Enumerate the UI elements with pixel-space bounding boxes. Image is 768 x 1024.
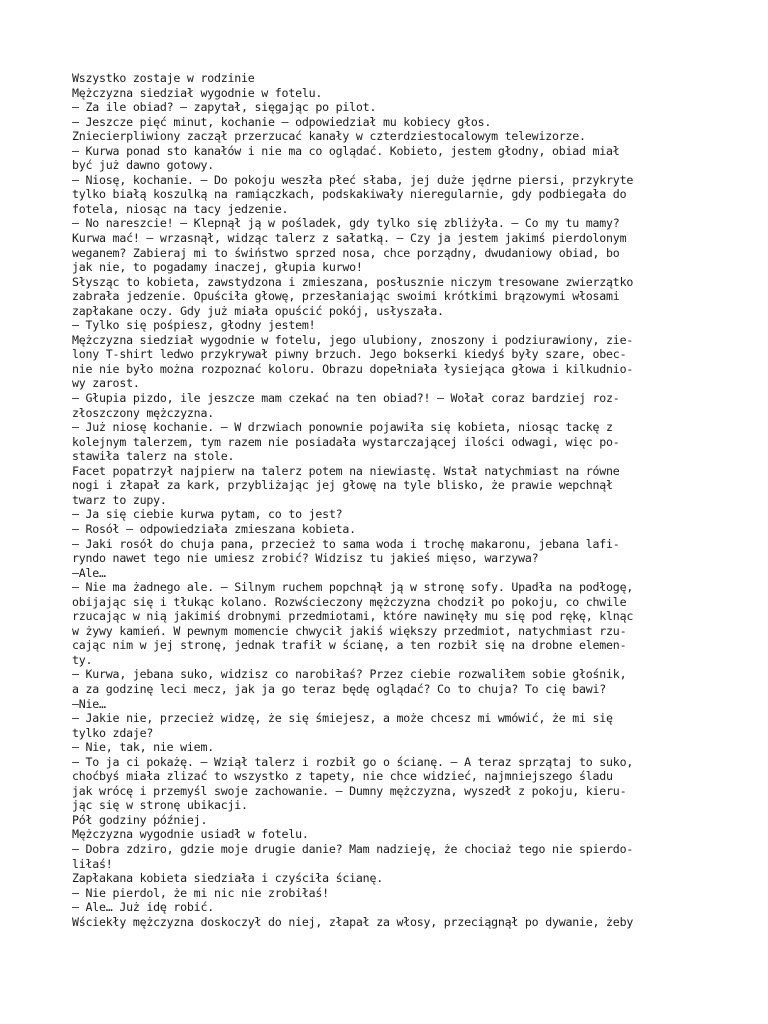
text-line: – Kurwa, jebana suko, widzisz co narobiłaś? Przez ciebie rozwaliłem sobie głośnik, (72, 667, 627, 682)
text-line: wy zarost. (72, 376, 140, 391)
text-line: Mężczyzna siedział wygodnie w fotelu. (72, 85, 323, 100)
text-line: ryndo nawet tego nie umiesz zrobić? Widzisz tu jakieś mięso, warzywa? (72, 551, 539, 566)
text-line: cając nim w jej stronę, jednak trafił w ścianę, a ten rozbił się na drobne elemen- (72, 638, 627, 653)
text-line: – Nie ma żadnego ale. – Silnym ruchem popchnął ją w stronę sofy. Upadła na podłogę, (72, 580, 634, 595)
document-title: Wszystko zostaje w rodzinie (72, 71, 255, 85)
text-line: rzucając w nią jakimiś drobnymi przedmiotami, które nawinęły mu się pod rękę, klnąc (72, 609, 634, 624)
text-line: – Głupia pizdo, ile jeszcze mam czekać na ten obiad?! – Wołał coraz bardziej roz- (72, 391, 620, 406)
text-line: – Nie, tak, nie wiem. (72, 740, 214, 755)
text-line: stawiła talerz na stole. (72, 449, 235, 464)
text-line: twarz to zupy. (72, 492, 167, 507)
text-line: –Ale… (72, 565, 106, 580)
text-line: – Jaki rosół do chuja pana, przecież to sama woda i trochę makaronu, jebana lafi- (72, 536, 620, 551)
text-line: kolejnym talerzem, tym razem nie posiadała wystarczającej ilości odwagi, więc po- (72, 434, 620, 449)
text-line: – Już niosę kochanie. – W drzwiach ponownie pojawiła się kobieta, niosąc tackę z (72, 420, 613, 435)
text-line: – Jakie nie, przecież widzę, że się śmiejesz, a może chcesz mi wmówić, że mi się (72, 711, 613, 726)
text-line: liłaś! (72, 856, 113, 871)
text-line: weganem? Zabieraj mi to świństwo sprzed nosa, chce porządny, dwudaniowy obiad, bo (72, 245, 620, 260)
text-line: – No nareszcie! – Klepnął ją w pośladek, gdy tylko się zbliżyła. – Co my tu mamy? (72, 216, 620, 231)
text-line: –Nie… (72, 696, 106, 711)
text-line: Mężczyzna wygodnie usiadł w fotelu. (72, 827, 309, 842)
text-line: ty. (72, 652, 93, 667)
text-line: obijając się i tłukąc kolano. Rozwścieczony mężczyzna chodził po pokoju, co chwile (72, 594, 627, 609)
text-line: Pół godziny później. (72, 812, 208, 827)
text-line: a za godzinę leci mecz, jak ja go teraz będę oglądać? Co to chuja? To cię bawi? (72, 681, 607, 696)
text-line: nogi i złapał za kark, przybliżając jej głowę na tyle blisko, że prawie wepchnął (72, 478, 613, 493)
text-line: zabrała jedzenie. Opuściła głowę, przesłaniając swoimi krótkimi brązowymi włosami (72, 289, 620, 304)
text-line: – Za ile obiad? – zapytał, sięgając po pilot. (72, 100, 377, 115)
text-line: Zapłakana kobieta siedziała i czyściła ścianę. (72, 871, 383, 886)
text-line: Mężczyzna siedział wygodnie w fotelu, jego ulubiony, znoszony i podziurawiony, zie- (72, 332, 634, 347)
text-line: – To ja ci pokażę. – Wziął talerz i rozbił go o ścianę. – A teraz sprzątaj to suko, (72, 754, 634, 769)
text-line: jak wrócę i przemyśl swoje zachowanie. – Dumny mężczyzna, wyszedł z pokoju, kieru- (72, 783, 627, 798)
text-line: – Tylko się pośpiesz, głodny jestem! (72, 318, 316, 333)
text-line: Wściekły mężczyzna doskoczył do niej, złapał za włosy, przeciągnął po dywanie, żeby (72, 914, 634, 929)
text-line: – Kurwa ponad sto kanałów i nie ma co oglądać. Kobieto, jestem głodny, obiad miał (72, 143, 620, 158)
text-line: Słysząc to kobieta, zawstydzona i zmieszana, posłusznie niczym tresowane zwierzątko (72, 274, 634, 289)
text-line: w żywy kamień. W pewnym momencie chwycił jakiś większy przedmiot, natychmiast rzu- (72, 623, 627, 638)
text-line: – Jeszcze pięć minut, kochanie – odpowiedział mu kobiecy głos. (72, 114, 492, 129)
text-line: być już dawno gotowy. (72, 158, 214, 173)
text-line: – Ale… Już idę robić. (72, 900, 214, 915)
text-line: fotela, niosąc na tacy jedzenie. (72, 201, 289, 216)
text-line: – Ja się ciebie kurwa pytam, co to jest? (72, 507, 343, 522)
text-line: jak nie, to pogadamy inaczej, głupia kurwo! (72, 260, 363, 275)
text-line: – Rosół – odpowiedziała zmieszana kobieta. (72, 521, 356, 536)
text-line: – Niosę, kochanie. – Do pokoju weszła płeć słaba, jej duże jędrne piersi, przykryte (72, 172, 634, 187)
text-line: Zniecierpliwiony zaczął przerzucać kanały w czterdziestocalowym telewizorze. (72, 129, 586, 144)
text-line: – Nie pierdol, że mi nic nie zrobiłaś! (72, 885, 329, 900)
text-line: – Dobra zdziro, gdzie moje drugie danie? Mam nadzieję, że chociaż tego nie spierdo- (72, 841, 634, 856)
text-line: Kurwa mać! – wrzasnął, widząc talerz z sałatką. – Czy ja jestem jakimś pierdolonym (72, 231, 627, 246)
text-line: nie nie było można rozpoznać koloru. Obrazu dopełniała łysiejąca głowa i kilkudnio- (72, 361, 634, 376)
text-line: tylko białą koszulką na ramiączkach, podskakiwały nieregularnie, gdy podbiegała do (72, 187, 627, 202)
text-line: Facet popatrzył najpierw na talerz potem na niewiastę. Wstał natychmiast na równe (72, 463, 620, 478)
text-line: jąc się w stronę ubikacji. (72, 798, 248, 813)
document-body (72, 71, 702, 929)
text-line: choćbyś miała zlizać to wszystko z tapety, nie chce widzieć, najmniejszego śladu (72, 769, 613, 784)
text-line: złoszczony mężczyzna. (72, 405, 214, 420)
text-line: lony T-shirt ledwo przykrywał piwny brzuch. Jego bokserki kiedyś były szare, obec- (72, 347, 627, 362)
text-line: zapłakane oczy. Gdy już miała opuścić pokój, usłyszała. (72, 303, 444, 318)
text-line: tylko zdaje? (72, 725, 154, 740)
